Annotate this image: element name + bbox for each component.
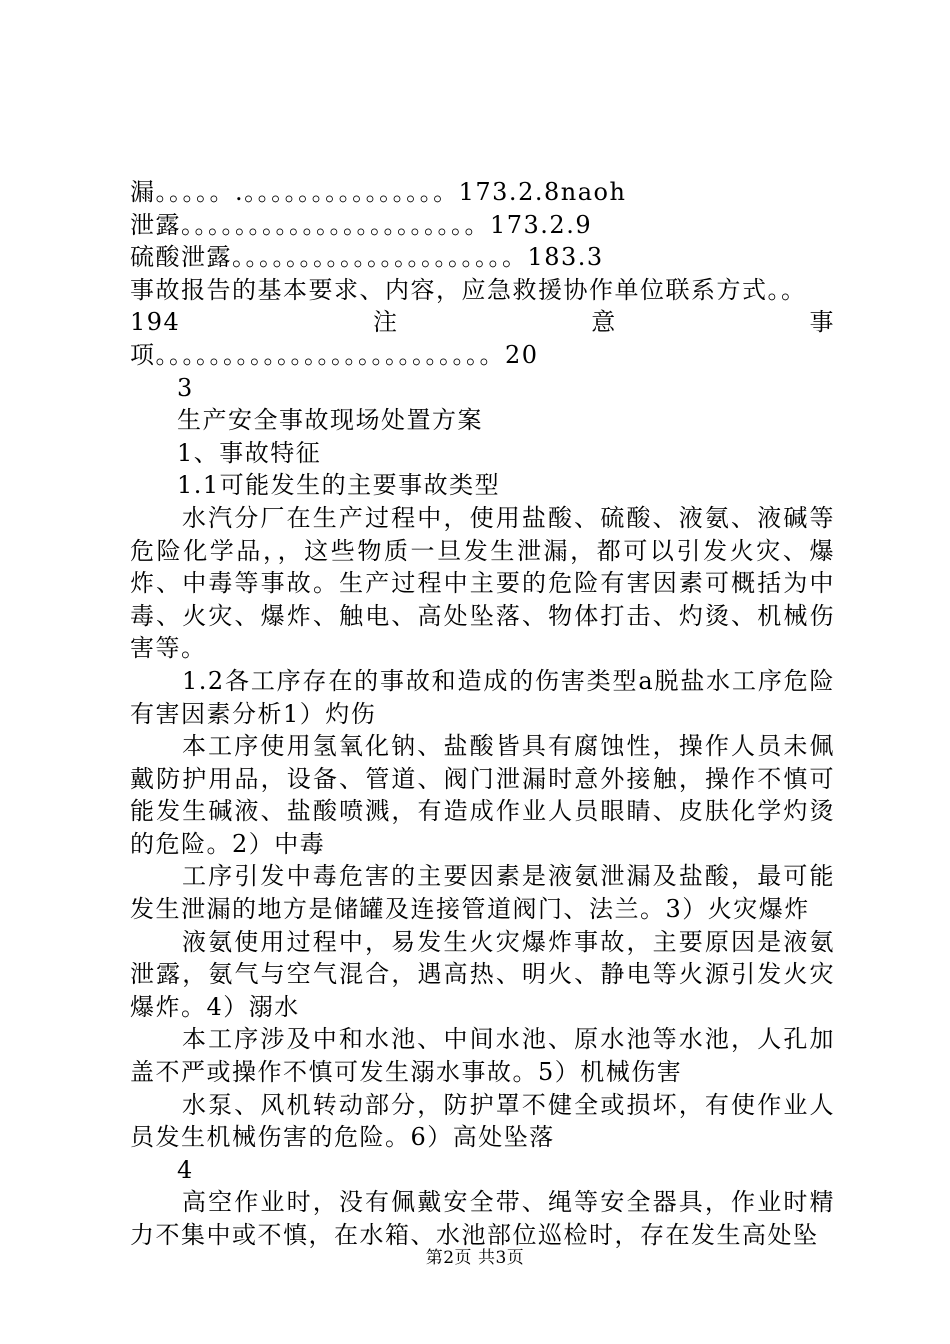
page-number-marker: 4 xyxy=(177,1155,194,1184)
document-title: 生产安全事故现场处置方案 xyxy=(177,406,483,435)
paragraph: 水泵、风机转动部分，防护罩不健全或损坏，有使作业人员发生机械伤害的危险。6）高处坠落 xyxy=(130,1090,835,1152)
toc-line: 项。。。。。。。。。。。。。。。。。。。。。。。。。20 xyxy=(130,340,539,369)
toc-page-number: 194 xyxy=(130,308,181,337)
paragraph: 液氨使用过程中，易发生火灾爆炸事故，主要原因是液氨泄露，氨气与空气混合，遇高热、明火、静电等火源引发火灾爆炸。4）溺水 xyxy=(130,927,835,1021)
toc-word: 事 xyxy=(809,308,835,337)
toc-line: 硫酸泄露。。。。。。。。。。。。。。。。。。。。。183.3 xyxy=(130,243,604,272)
subsection-heading: 1.1可能发生的主要事故类型 xyxy=(177,471,501,500)
section-heading: 1、事故特征 xyxy=(177,438,322,467)
toc-line: 漏。。。。。.。。。。。。。。。。。。。。。173.2.8naoh xyxy=(130,178,627,206)
paragraph: 工序引发中毒危害的主要因素是液氨泄漏及盐酸，最可能发生泄漏的地方是储罐及连接管道阀门、法兰。3）火灾爆炸 xyxy=(130,862,835,924)
paragraph: 1.2各工序存在的事故和造成的伤害类型a脱盐水工序危险有害因素分析1）灼伤 xyxy=(130,666,835,728)
toc-word: 意 xyxy=(591,308,617,337)
paragraph: 高空作业时，没有佩戴安全带、绳等安全器具，作业时精力不集中或不慎，在水箱、水池部位巡检时，存在发生高处坠 xyxy=(130,1188,835,1249)
toc-line: 泄露。。。。。。。。。。。。。。。。。。。。。。173.2.9 xyxy=(130,210,593,239)
paragraph: 本工序涉及中和水池、中间水池、原水池等水池，人孔加盖不严或操作不慎可发生溺水事故。5）机械伤害 xyxy=(130,1025,835,1087)
toc-word: 注 xyxy=(373,308,399,337)
paragraph: 水汽分厂在生产过程中，使用盐酸、硫酸、液氨、液碱等危险化学品，，这些物质一旦发生泄漏，都可以引发火灾、爆炸、中毒等事故。生产过程中主要的危险有害因素可概括为中毒、火灾、爆炸、触电、高处坠落、物体打击、灼烫、机械伤害等。 xyxy=(130,503,835,663)
toc-line-justified xyxy=(130,306,835,339)
toc-line: 事故报告的基本要求、内容，应急救援协作单位联系方式。。 xyxy=(130,275,807,304)
page-number-marker: 3 xyxy=(177,373,194,402)
page-footer: 第2页 共3页 xyxy=(425,1248,525,1268)
paragraph: 本工序使用氢氧化钠、盐酸皆具有腐蚀性，操作人员未佩戴防护用品，设备、管道、阀门泄漏时意外接触，操作不慎可能发生碱液、盐酸喷溅，有造成作业人员眼睛、皮肤化学灼烫的危险。2）中毒 xyxy=(130,732,835,858)
document-body xyxy=(130,176,835,1252)
